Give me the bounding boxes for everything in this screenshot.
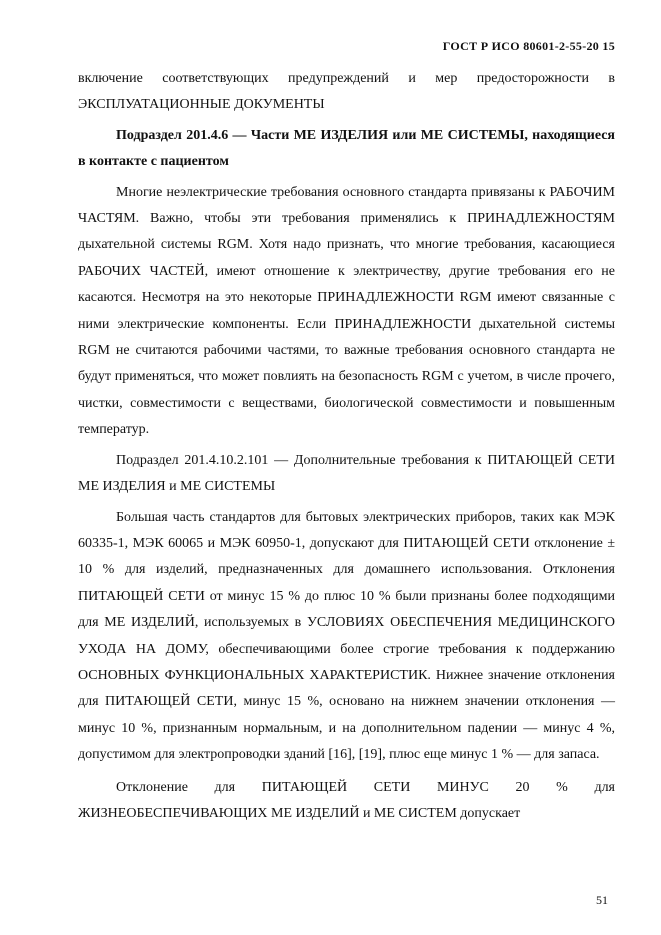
subsection-title: Подраздел 201.4.10.2.101 — Дополнительные требования к ПИТАЮЩЕЙ СЕТИ МЕ ИЗДЕЛИЯ и МЕ СИСТЕМЫ xyxy=(78,452,615,495)
document-body xyxy=(78,66,615,827)
standard-header: ГОСТ Р ИСО 80601-2-55-20 15 xyxy=(442,39,615,53)
paragraph: Многие неэлектрические требования основного стандарта привязаны к РАБОЧИМ ЧАСТЯМ. Важно, чтобы эти требования применялись к ПРИНАДЛЕЖНОСТЯМ дыхательной системы RGM. Хотя надо признать, что многие требования, касающиеся РАБОЧИХ ЧАСТЕЙ, имеют отношение к электричеству, другие требования его не касаются. Несмотря на это некоторые ПРИНАДЛЕЖНОСТИ RGM имеют связанные с ними электрические компоненты. Если ПРИНАДЛЕЖНОСТИ дыхательной системы RGM не считаются рабочими частями, то важные требования основного стандарта не будут применяться, что может повлиять на безопасность RGM с учетом, в числе прочего, чистки, совместимости с веществами, биологической совместимости и повышенным температур. xyxy=(78,184,615,438)
section-heading: Подраздел 201.4.6 — Части МЕ ИЗДЕЛИЯ или МЕ СИСТЕМЫ, находящиеся в контакте с пациентом xyxy=(78,127,615,170)
paragraph: Большая часть стандартов для бытовых электрических приборов, таких как МЭК 60335-1, МЭК 60065 и МЭК 60950-1, допускают для ПИТАЮЩЕЙ СЕТИ отклонение ± 10 % для изделий, предназначенных для домашнего использования. Отклонения ПИТАЮЩЕЙ СЕТИ от минус 15 % до плюс 10 % были признаны более подходящими для МЕ ИЗДЕЛИЙ, используемых в УСЛОВИЯХ ОБЕСПЕЧЕНИЯ МЕДИЦИНСКОГО УХОДА НА ДОМУ, обеспечивающими более строгие требования к поддержанию ОСНОВНЫХ ФУНКЦИОНАЛЬНЫХ ХАРАКТЕРИСТИК. Нижнее значение отклонения для ПИТАЮЩЕЙ СЕТИ, минус 15 %, основано на нижнем значении отклонения — минус 10 %, признанным нормальным, и на дополнительном падении — минус 4 %, допустимом для электропроводки зданий [16], [19], плюс еще минус 1 % — для запаса. xyxy=(78,509,615,763)
page-number: 51 xyxy=(596,893,608,907)
paragraph: Отклонение для ПИТАЮЩЕЙ СЕТИ МИНУС 20 % для ЖИЗНЕОБЕСПЕЧИВАЮЩИХ МЕ ИЗДЕЛИЙ и МЕ СИСТЕМ допускает xyxy=(78,779,615,821)
paragraph-continuation: включение соответствующих предупреждений и мер предосторожности в ЭКСПЛУАТАЦИОННЫЕ ДОКУМЕНТЫ xyxy=(78,71,615,113)
